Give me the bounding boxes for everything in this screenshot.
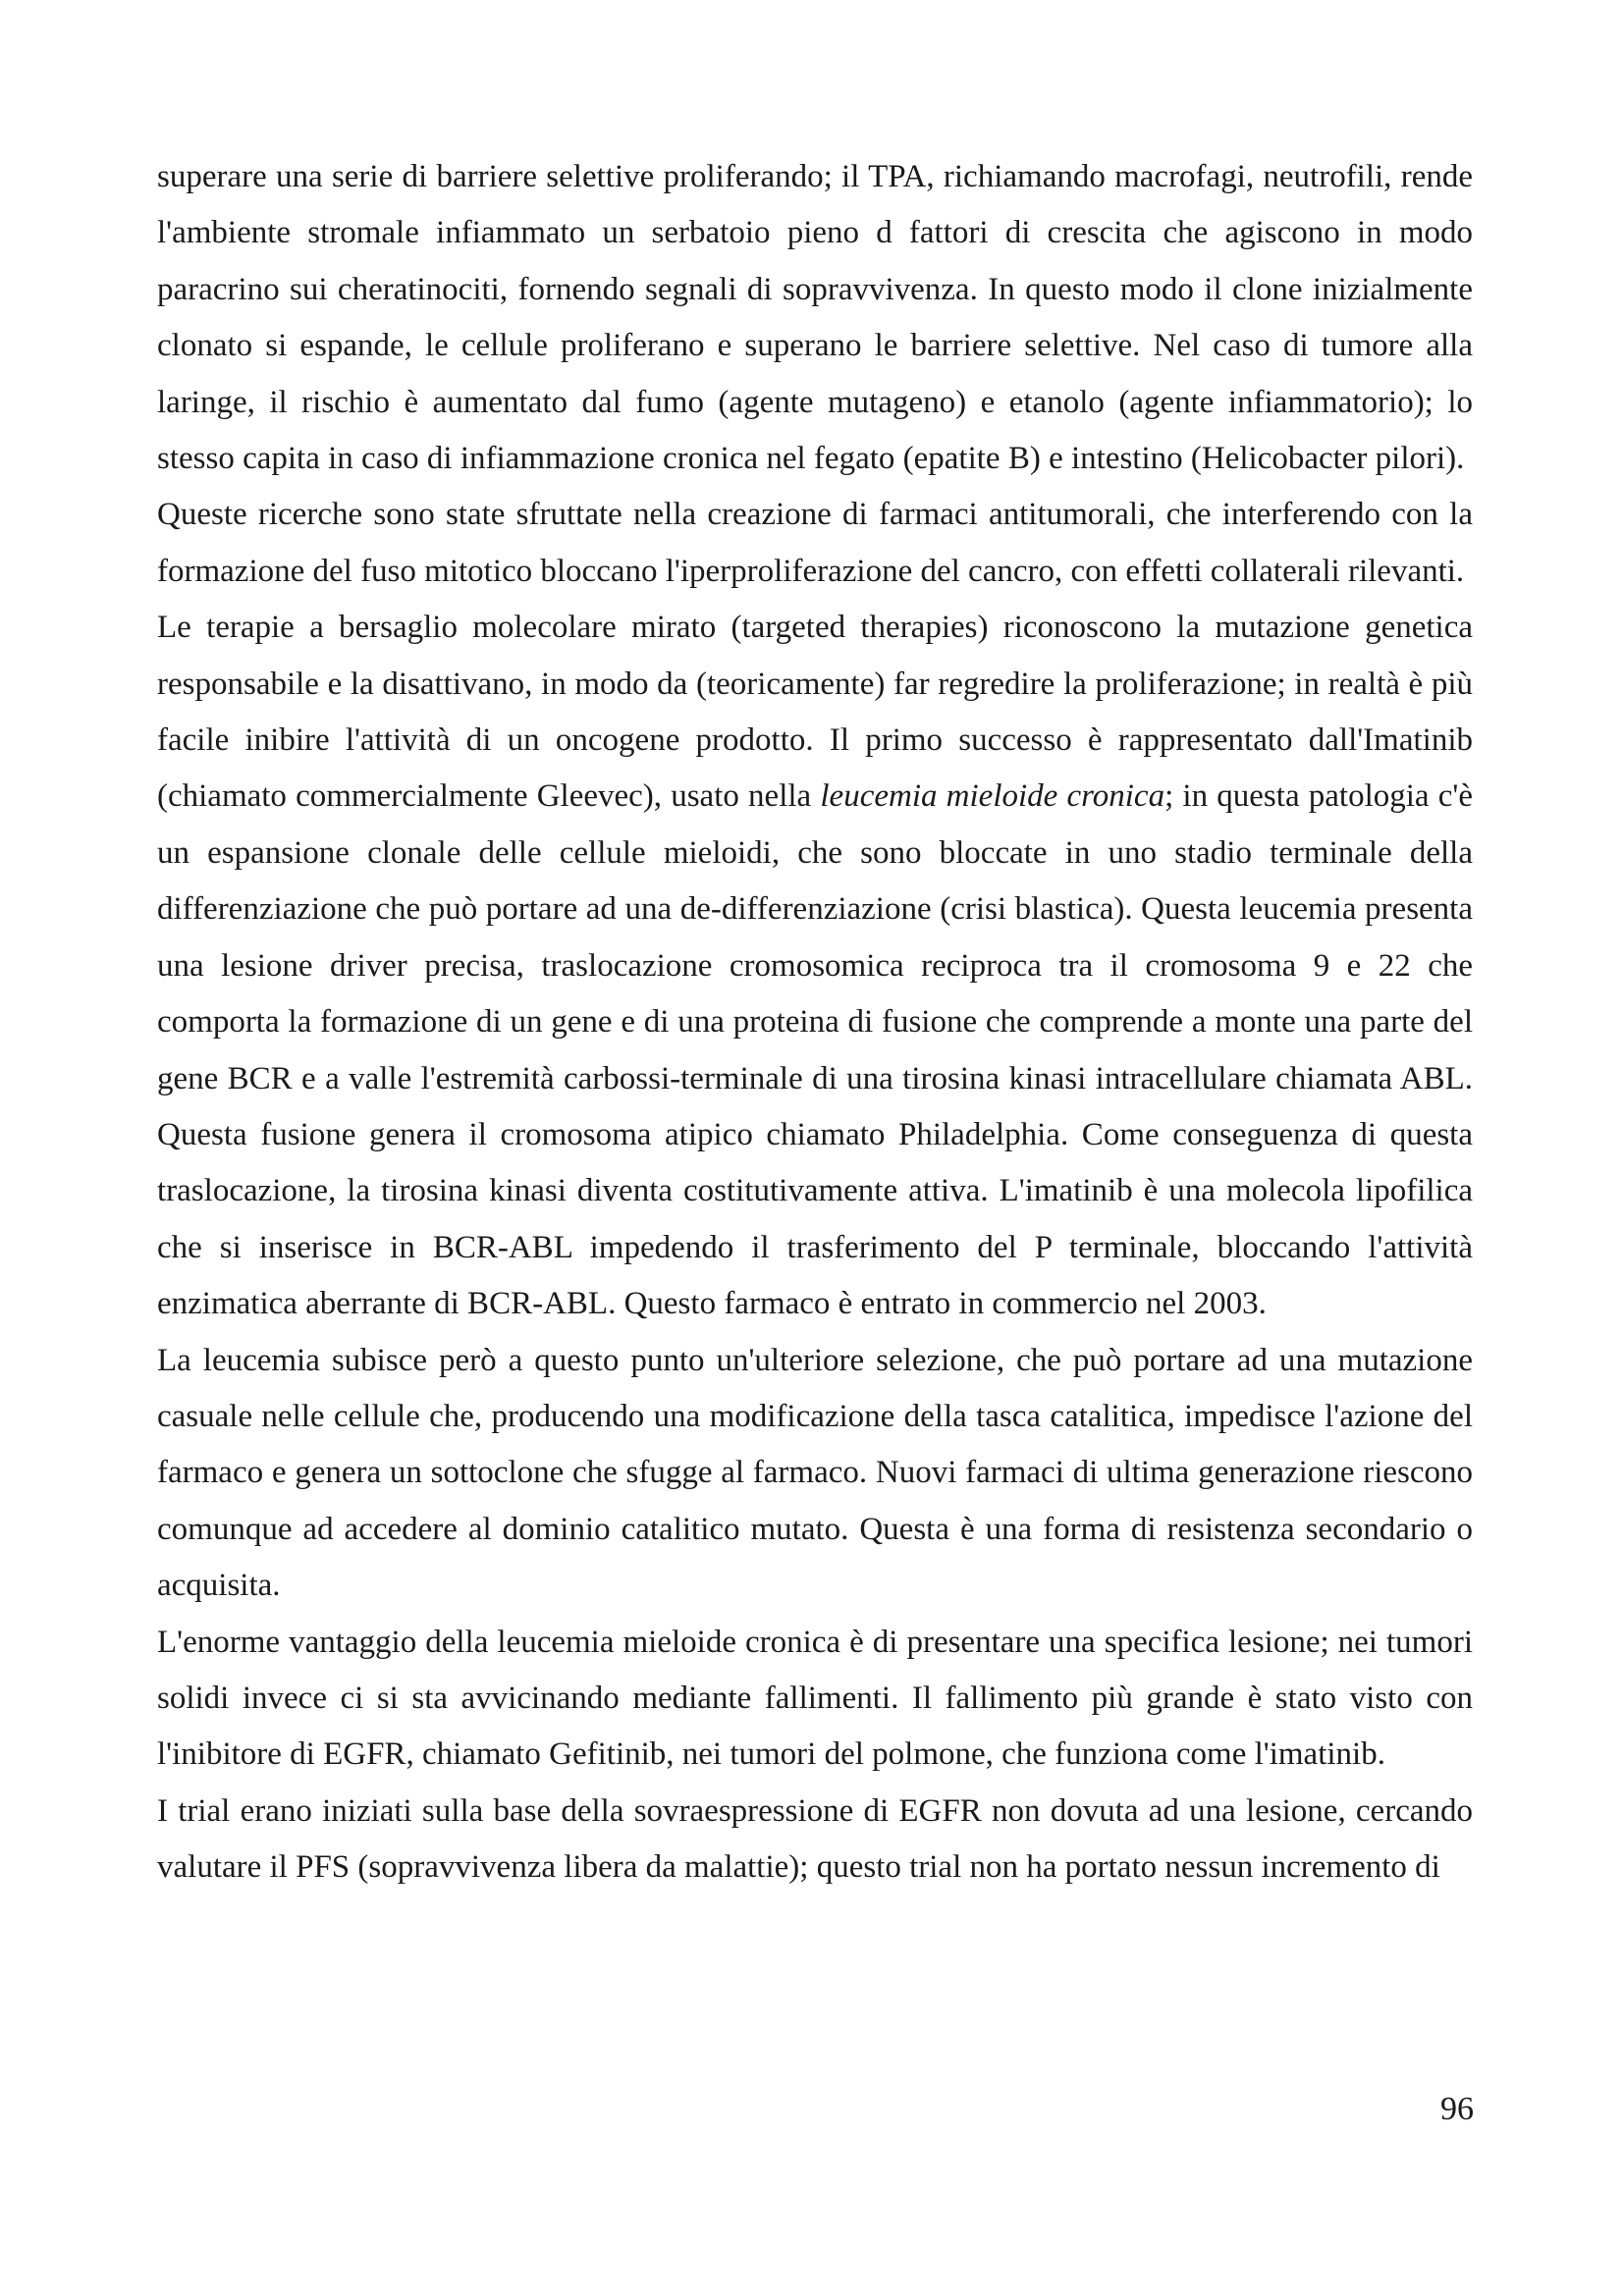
text-segment: I trial erano iniziati sulla base della sovraespressione di EGFR non dovuta ad una lesione, cercando valutare il PFS (sopravvivenza libera da malattie); questo trial non ha portato nessun incremento di — [157, 1792, 1473, 1886]
paragraph — [157, 1615, 1473, 1784]
text-segment: ; in questa patologia c'è un espansione clonale delle cellule mieloidi, che sono bloccate in uno stadio terminale della differenziazione che può portare ad una de-differenziazione (crisi blastica). Questa leucemia presenta una lesione driver precisa, traslocazione cromosomica reciproca tra il cromosoma 9 e 22 che comporta la formazione di un gene e di una proteina di fusione che comprende a monte una parte del gene BCR e a valle l'estremità carbossi-terminale di una tirosina kinasi intracellulare chiamata ABL. Questa fusione genera il cromosoma atipico chiamato Philadelphia. Come conseguenza di questa traslocazione, la tirosina kinasi diventa costitutivamente attiva. L'imatinib è una molecola lipofilica che si inserisce in BCR-ABL impedendo il trasferimento del P terminale, bloccando l'attività enzimatica aberrante di BCR-ABL. Questo farmaco è entrato in commercio nel 2003. — [157, 778, 1474, 1322]
text-segment: superare una serie di barriere selettive proliferando; il TPA, richiamando macrofagi, neutrofili, rende l'ambiente stromale infiammato un serbatoio pieno d fattori di crescita che agiscono in modo paracrino sui cheratinociti, fornendo segnali di sopravvivenza. In questo modo il clone inizialmente clonato si espande, le cellule proliferano e superano le barriere selettive. Nel caso di tumore alla laringe, il rischio è aumentato dal fumo (agente mutageno) e etanolo (agente infiammatorio); lo stesso capita in caso di infiammazione cronica nel fegato (epatite B) e intestino (Helicobacter pilori). — [157, 159, 1473, 477]
paragraph — [157, 1784, 1473, 1896]
text-segment: Queste ricerche sono state sfruttate nella creazione di farmaci antitumorali, che interferendo con la formazione del fuso mitotico bloccano l'iperproliferazione del cancro, con effetti collaterali rilevanti. — [157, 497, 1473, 589]
paragraph — [157, 487, 1473, 600]
page-number: 96 — [1440, 2091, 1474, 2127]
italic-term: leucemia mieloide cronica — [820, 778, 1165, 815]
text-segment: L'enorme vantaggio della leucemia mieloide cronica è di presentare una specifica lesione; nei tumori solidi invece ci si sta avvicinando mediante fallimenti. Il fallimento più grande è stato visto con l'inibitore di EGFR, chiamato Gefitinib, nei tumori del polmone, che funziona come l'imatinib. — [157, 1624, 1473, 1773]
paragraph — [157, 1333, 1473, 1615]
body-text — [157, 149, 1473, 1896]
text-segment: Le terapie a bersaglio molecolare mirato (targeted therapies) riconoscono la mutazione genetica responsabile e la disattivano, in modo da (teoricamente) far regredire la proliferazione; in realtà è più facile inibire l'attività di un oncogene prodotto. Il primo successo è rappresentato dall'Imatinib (chiamato commercialmente Gleevec), usato nella — [157, 610, 1473, 815]
text-segment: La leucemia subisce però a questo punto un'ulteriore selezione, che può portare ad una mutazione casuale nelle cellule che, producendo una modificazione della tasca catalitica, impedisce l'azione del farmaco e genera un sottoclone che sfugge al farmaco. Nuovi farmaci di ultima generazione riescono comunque ad accedere al dominio catalitico mutato. Questa è una forma di resistenza secondario o acquisita. — [157, 1342, 1473, 1604]
paragraph — [157, 600, 1473, 1332]
paragraph — [157, 149, 1473, 487]
